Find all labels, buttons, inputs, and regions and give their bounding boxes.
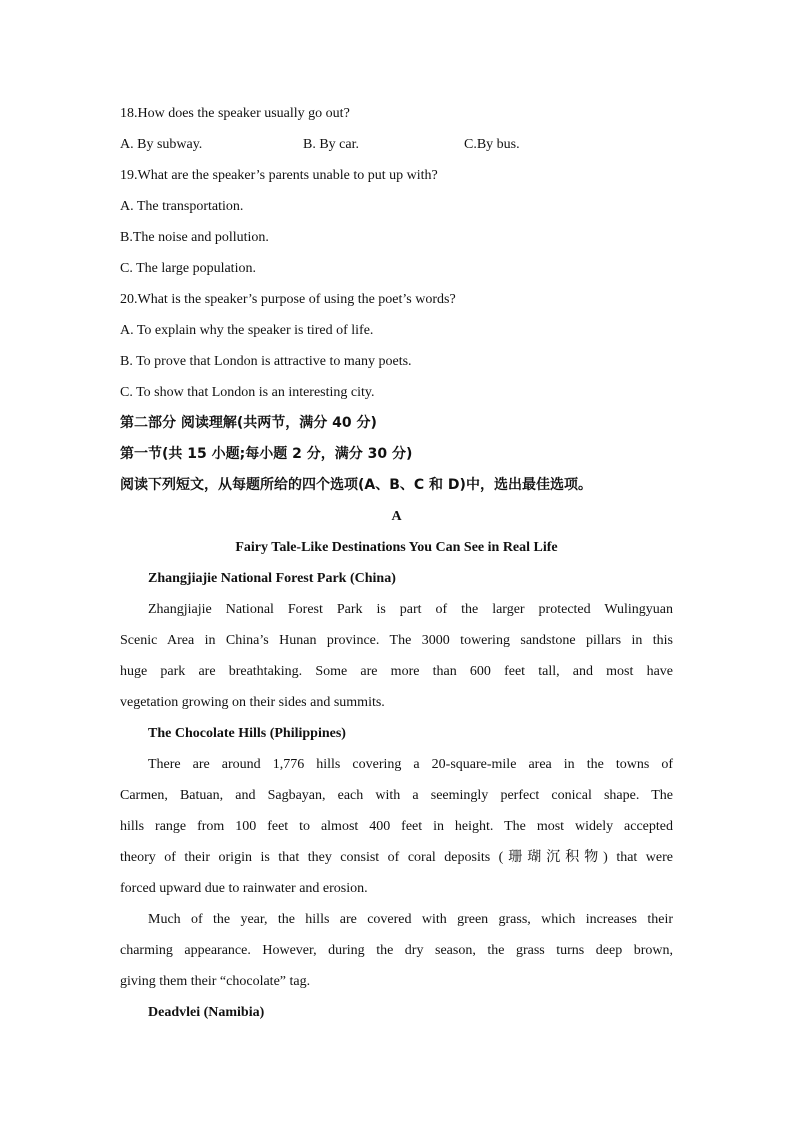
question-18-option-c: C.By bus. — [464, 137, 520, 152]
zhangjiajie-heading: Zhangjiajie National Forest Park (China) — [148, 571, 396, 586]
question-18-option-b: B. By car. — [303, 137, 359, 152]
question-18-stem: 18.How does the speaker usually go out? — [120, 106, 350, 121]
chocolate-hills-paragraph-2 — [120, 904, 673, 997]
paragraph-line: Carmen, Batuan, and Sagbayan, each with a seemingly perfect conical shape. The — [120, 788, 673, 803]
paragraph-line: Scenic Area in China’s Hunan province. The 3000 towering sandstone pillars in this — [120, 633, 673, 648]
question-19-stem: 19.What are the speaker’s parents unable to put up with? — [120, 168, 438, 183]
paragraph-line: hills range from 100 feet to almost 400 feet in height. The most widely accepted — [120, 819, 673, 834]
question-20-option-c: C. To show that London is an interesting city. — [120, 385, 375, 400]
chocolate-hills-heading: The Chocolate Hills (Philippines) — [148, 726, 346, 741]
paragraph-line: Much of the year, the hills are covered with green grass, which increases their — [148, 912, 673, 927]
question-18-option-a: A. By subway. — [120, 137, 203, 152]
document-page — [120, 98, 673, 1028]
question-20-option-a: A. To explain why the speaker is tired of life. — [120, 323, 374, 338]
question-19-option-a: A. The transportation. — [120, 199, 244, 214]
section-instruction: 阅读下列短文，从每题所给的四个选项(A、B、C 和 D)中，选出最佳选项。 — [120, 477, 592, 493]
question-20-stem: 20.What is the speaker’s purpose of using the poet’s words? — [120, 292, 456, 307]
question-19-option-c: C. The large population. — [120, 261, 256, 276]
paragraph-line: giving them their “chocolate” tag. — [120, 974, 311, 989]
question-18-options — [120, 129, 673, 160]
paragraph-line: There are around 1,776 hills covering a 20-square-mile area in the towns of — [148, 757, 673, 772]
paragraph-line: Zhangjiajie National Forest Park is part of the larger protected Wulingyuan — [148, 602, 673, 617]
chocolate-hills-paragraph-1 — [120, 749, 673, 904]
paragraph-line: huge park are breathtaking. Some are more than 600 feet tall, and most have — [120, 664, 673, 679]
paragraph-line: charming appearance. However, during the dry season, the grass turns deep brown, — [120, 943, 673, 958]
passage-title: Fairy Tale-Like Destinations You Can See in Real Life — [235, 540, 558, 555]
section-part-heading: 第二部分 阅读理解(共两节，满分 40 分) — [120, 415, 377, 431]
deadvlei-heading: Deadvlei (Namibia) — [148, 1005, 265, 1020]
section-subsection-heading: 第一节(共 15 小题;每小题 2 分，满分 30 分) — [120, 446, 413, 462]
passage-label: A — [391, 509, 402, 524]
paragraph-line: forced upward due to rainwater and erosion. — [120, 881, 368, 896]
paragraph-line: theory of their origin is that they consist of coral deposits (珊瑚沉积物) that were — [120, 850, 673, 865]
question-19-option-b: B.The noise and pollution. — [120, 230, 269, 245]
question-20-option-b: B. To prove that London is attractive to many poets. — [120, 354, 412, 369]
zhangjiajie-paragraph — [120, 594, 673, 718]
paragraph-line: vegetation growing on their sides and summits. — [120, 695, 385, 710]
